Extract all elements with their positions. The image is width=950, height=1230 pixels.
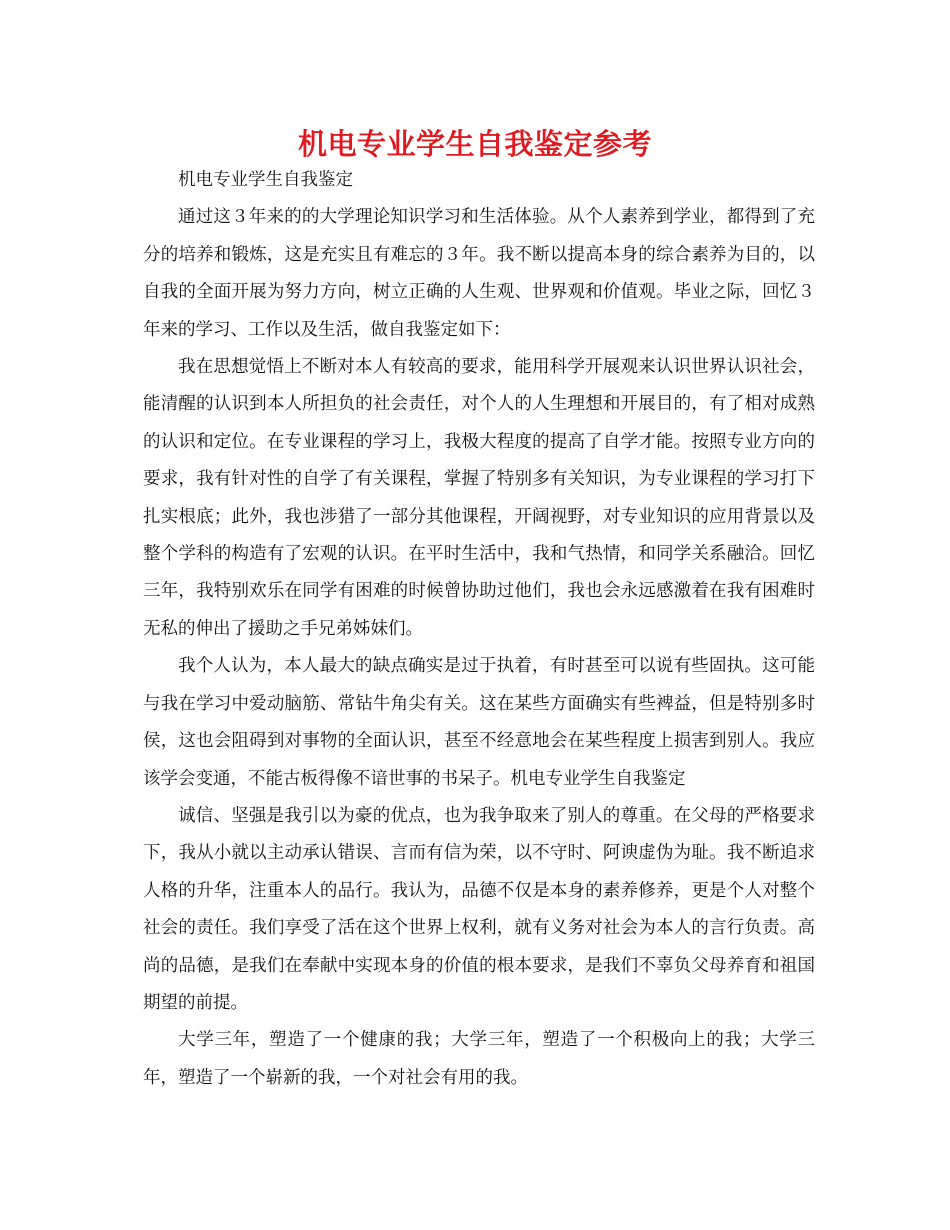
document-body: [143, 162, 815, 1097]
paragraph-intro: 通过这３年来的的大学理论知识学习和生活体验。从个人素养到学业，都得到了充分的培养和锻炼，这是充实且有难忘的３年。我不断以提高本身的综合素养为目的，以自我的全面开展为努力方向，树立正确的人生观、世界观和价值观。毕业之际，回忆３年来的学习、工作以及生活，做自我鉴定如下：: [143, 207, 815, 340]
document-subtitle: 机电专业学生自我鉴定: [178, 170, 353, 190]
paragraph-conclusion: 大学三年，塑造了一个健康的我；大学三年，塑造了一个积极向上的我；大学三年，塑造了一个崭新的我，一个对社会有用的我。: [143, 1030, 815, 1088]
paragraph-thought-and-study: 我在思想觉悟上不断对本人有较高的要求，能用科学开展观来认识世界认识社会，能清醒的认识到本人所担负的社会责任，对个人的人生理想和开展目的，有了相对成熟的认识和定位。在专业课程的学习上，我极大程度的提高了自学才能。按照专业方向的要求，我有针对性的自学了有关课程，掌握了特别多有关知识，为专业课程的学习打下扎实根底；此外，我也涉猎了一部分其他课程，开阔视野，对专业知识的应用背景以及整个学科的构造有了宏观的认识。在平时生活中，我和气热情，和同学关系融洽。回忆三年，我特别欢乐在同学有困难的时候曾协助过他们，我也会永远感激着在我有困难时无私的伸出了援助之手兄弟姊妹们。: [143, 357, 815, 639]
paragraph-shortcomings: 我个人认为，本人最大的缺点确实是过于执着，有时甚至可以说有些固执。这可能与我在学习中爱动脑筋、常钻牛角尖有关。这在某些方面确实有些裨益，但是特别多时侯，这也会阻碍到对事物的全面认识，甚至不经意地会在某些程度上损害到别人。我应该学会变通，不能古板得像不谙世事的书呆子。机电专业学生自我鉴定: [143, 656, 815, 789]
paragraph-character: 诚信、坚强是我引以为豪的优点，也为我争取来了别人的尊重。在父母的严格要求下，我从小就以主动承认错误、言而有信为荣，以不守时、阿谀虚伪为耻。我不断追求人格的升华，注重本人的品行。我认为，品德不仅是本身的素养修养，更是个人对整个社会的责任。我们享受了活在这个世界上权利，就有义务对社会为本人的言行负责。高尚的品德，是我们在奉献中实现本身的价值的根本要求，是我们不辜负父母养育和祖国期望的前提。: [143, 805, 815, 1013]
document-title: 机电专业学生自我鉴定参考: [297, 127, 652, 161]
